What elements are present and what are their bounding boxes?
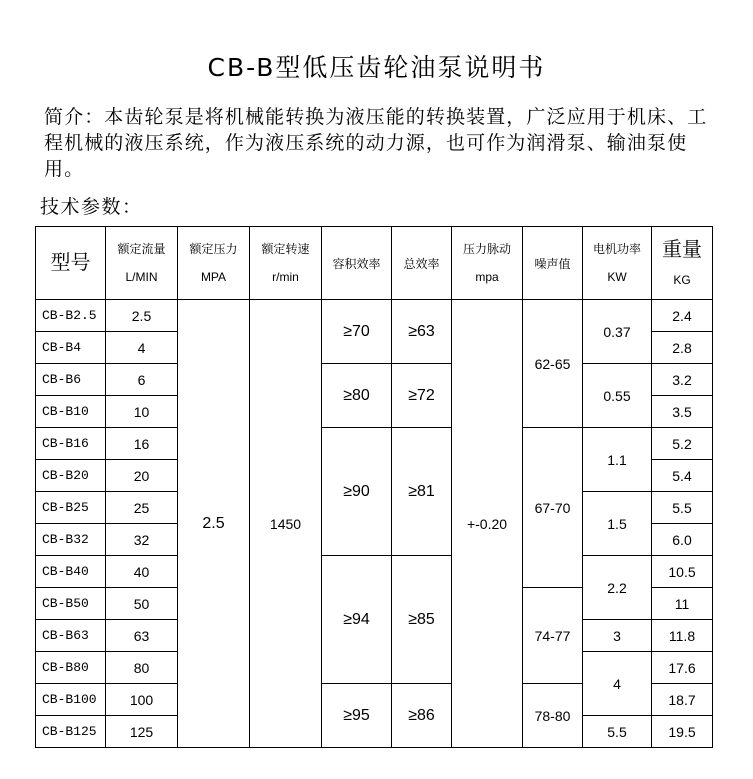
page-title: CB-B型低压齿轮油泵说明书 [207,53,546,82]
weight-cell: 11 [652,588,713,620]
header-row [36,227,713,300]
vol-eff-cell: ≥90 [322,428,392,556]
model-cell: CB-B50 [36,588,106,620]
model-cell: CB-B25 [36,492,106,524]
flow-cell: 16 [106,428,178,460]
vol-eff-cell: ≥94 [322,556,392,684]
pulse-cell: +-0.20 [452,300,523,748]
table-row [36,428,713,460]
total-eff-cell: ≥81 [392,428,452,556]
noise-cell: 78-80 [523,684,583,748]
model-cell: CB-B125 [36,716,106,748]
params-label: 技术参数： [40,196,143,218]
model-cell: CB-B4 [36,332,106,364]
flow-cell: 20 [106,460,178,492]
weight-cell: 10.5 [652,556,713,588]
weight-cell: 3.5 [652,396,713,428]
weight-cell: 18.7 [652,684,713,716]
model-cell: CB-B6 [36,364,106,396]
model-cell: CB-B40 [36,556,106,588]
weight-cell: 5.2 [652,428,713,460]
power-cell: 4 [583,652,652,716]
model-cell: CB-B2.5 [36,300,106,332]
vol-eff-cell: ≥80 [322,364,392,428]
vol-eff-cell: ≥70 [322,300,392,364]
flow-cell: 4 [106,332,178,364]
model-cell: CB-B10 [36,396,106,428]
power-cell: 0.37 [583,300,652,364]
header-model: 型号 [36,227,106,300]
flow-cell: 10 [106,396,178,428]
model-cell: CB-B32 [36,524,106,556]
weight-cell: 6.0 [652,524,713,556]
pressure-cell: 2.5 [178,300,250,748]
model-cell: CB-B20 [36,460,106,492]
model-cell: CB-B16 [36,428,106,460]
power-cell: 5.5 [583,716,652,748]
header-weight: 重量 KG [652,227,713,300]
header-vol-eff: 容积效率 [322,227,392,300]
model-cell: CB-B63 [36,620,106,652]
model-cell: CB-B100 [36,684,106,716]
total-eff-cell: ≥86 [392,684,452,748]
flow-cell: 125 [106,716,178,748]
intro-paragraph: 简介：本齿轮泵是将机械能转换为液压能的转换装置，广泛应用于机床、工程机械的液压系统，作为液压系统的动力源，也可作为润滑泵、输油泵使用。 [44,106,708,180]
flow-cell: 25 [106,492,178,524]
weight-cell: 3.2 [652,364,713,396]
noise-cell: 74-77 [523,588,583,684]
table-row [36,300,713,332]
header-total-eff: 总效率 [392,227,452,300]
flow-cell: 50 [106,588,178,620]
total-eff-cell: ≥72 [392,364,452,428]
weight-cell: 5.5 [652,492,713,524]
power-cell: 1.5 [583,492,652,556]
model-cell: CB-B80 [36,652,106,684]
flow-cell: 6 [106,364,178,396]
flow-cell: 63 [106,620,178,652]
noise-cell: 62-65 [523,300,583,428]
flow-cell: 32 [106,524,178,556]
flow-cell: 100 [106,684,178,716]
header-pulse: 压力脉动 mpa [452,227,523,300]
flow-cell: 40 [106,556,178,588]
power-cell: 3 [583,620,652,652]
weight-cell: 2.4 [652,300,713,332]
weight-cell: 19.5 [652,716,713,748]
noise-cell: 67-70 [523,428,583,588]
power-cell: 1.1 [583,428,652,492]
weight-cell: 11.8 [652,620,713,652]
speed-cell: 1450 [250,300,322,748]
spec-table [35,226,713,748]
header-power: 电机功率 KW [583,227,652,300]
vol-eff-cell: ≥95 [322,684,392,748]
flow-cell: 2.5 [106,300,178,332]
weight-cell: 5.4 [652,460,713,492]
power-cell: 0.55 [583,364,652,428]
power-cell: 2.2 [583,556,652,620]
table-row [36,364,713,396]
weight-cell: 2.8 [652,332,713,364]
header-speed: 额定转速 r/min [250,227,322,300]
total-eff-cell: ≥63 [392,300,452,364]
table-row [36,556,713,588]
header-noise: 噪声值 [523,227,583,300]
header-pressure: 额定压力 MPA [178,227,250,300]
total-eff-cell: ≥85 [392,556,452,684]
weight-cell: 17.6 [652,652,713,684]
flow-cell: 80 [106,652,178,684]
header-flow: 额定流量 L/MIN [106,227,178,300]
